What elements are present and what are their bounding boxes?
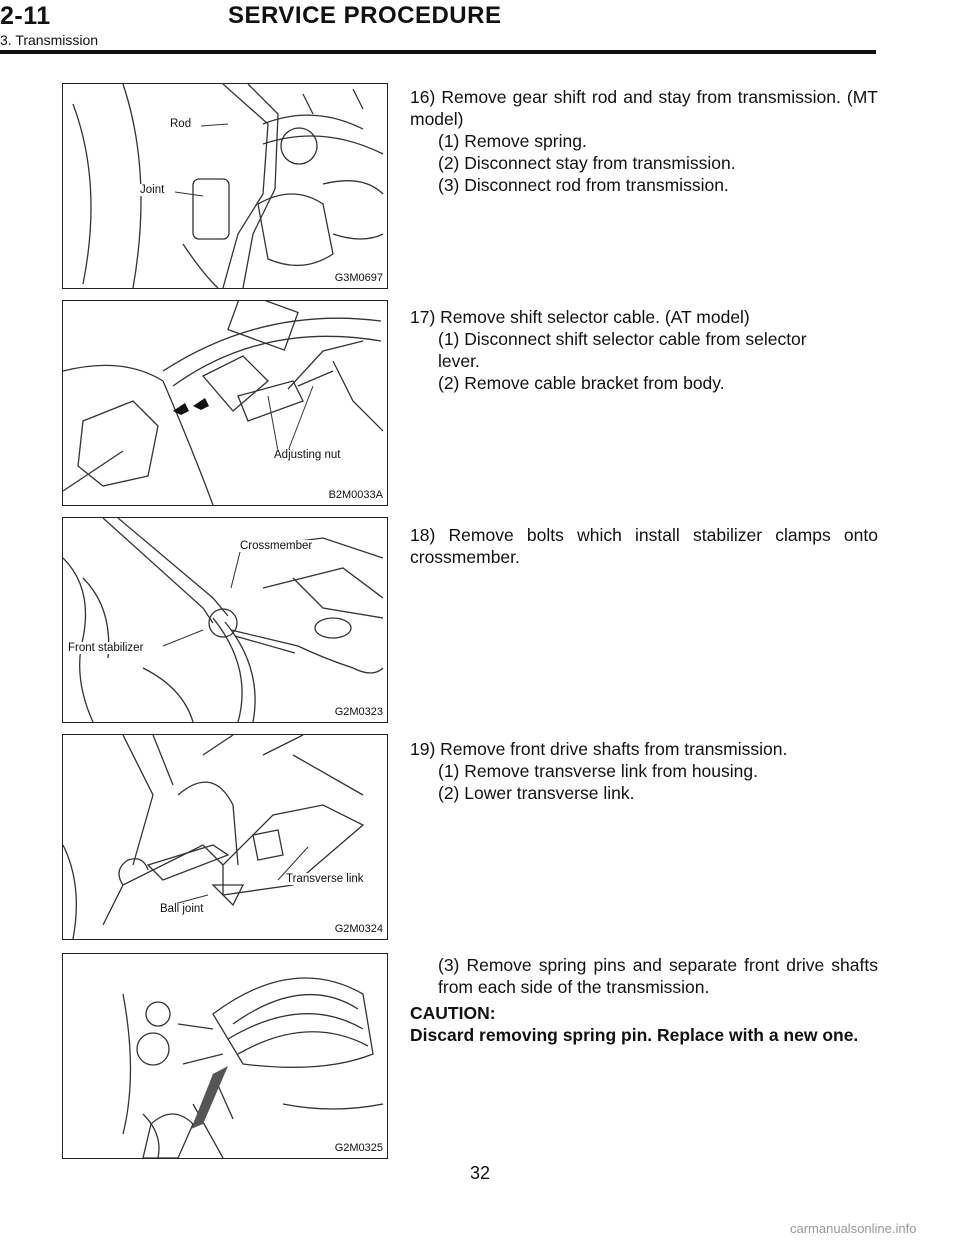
callout-rod: Rod: [170, 118, 192, 130]
figure-stabilizer: [62, 517, 388, 723]
figure-transverse-link: [62, 734, 388, 940]
callout-front-stabilizer: Front stabilizer: [68, 642, 144, 654]
step-18: [410, 524, 878, 568]
figure-gear-shift-rod: [62, 83, 388, 289]
step-16-sub-2: (2) Disconnect stay from transmission.: [438, 153, 736, 173]
figure-spring-pin: [62, 953, 388, 1159]
figure-code: B2M0033A: [328, 489, 383, 501]
figure-code: G2M0325: [334, 1142, 383, 1154]
gear-shift-illustration: [63, 84, 387, 288]
callout-joint: Joint: [140, 184, 165, 196]
step-16-main: 16) Remove gear shift rod and stay from transmission. (MT model): [410, 87, 878, 129]
stabilizer-illustration: [63, 518, 387, 722]
step-17-main: 17) Remove shift selector cable. (AT model): [410, 307, 750, 327]
caution-body: Discard removing spring pin. Replace with a new one.: [410, 1025, 859, 1045]
selector-cable-illustration: [63, 301, 387, 505]
step-17-sub-1: (1) Disconnect shift selector cable from selector lever.: [438, 329, 807, 371]
spring-pin-illustration: [63, 954, 387, 1158]
step-16-sub-1: (1) Remove spring.: [438, 131, 587, 151]
step-19-sub-3: (3) Remove spring pins and separate front drive shafts from each side of the transmission.: [438, 955, 878, 997]
callout-adjusting-nut: Adjusting nut: [274, 449, 341, 461]
figure-code: G2M0324: [334, 923, 383, 935]
transverse-link-illustration: [63, 735, 387, 939]
header-rule: [0, 50, 876, 54]
step-16-sub-3: (3) Disconnect rod from transmission.: [438, 175, 729, 195]
step-19-sub-2: (2) Lower transverse link.: [438, 783, 635, 803]
figure-code: G3M0697: [334, 272, 383, 284]
step-19-main: 19) Remove front drive shafts from transmission.: [410, 739, 788, 759]
watermark: carmanualsonline.info: [790, 1221, 917, 1236]
page-number: 32: [469, 1163, 491, 1183]
callout-crossmember: Crossmember: [240, 540, 313, 552]
step-19-sub-1: (1) Remove transverse link from housing.: [438, 761, 758, 781]
step-19-continued: [410, 954, 878, 1046]
step-17-sub-2: (2) Remove cable bracket from body.: [438, 373, 725, 393]
step-19: [410, 738, 878, 804]
figure-code: G2M0323: [334, 706, 383, 718]
callout-ball-joint: Ball joint: [160, 903, 204, 915]
section-subtitle: 3. Transmission: [0, 32, 99, 48]
figure-shift-selector-cable: [62, 300, 388, 506]
step-18-main: 18) Remove bolts which install stabilizer clamps onto crossmember.: [410, 525, 878, 567]
step-16: [410, 86, 878, 196]
section-number: 2-11: [0, 2, 51, 30]
page-title: SERVICE PROCEDURE: [228, 2, 502, 29]
caution-title: CAUTION:: [410, 1003, 496, 1023]
step-17: [410, 306, 878, 394]
callout-transverse-link: Transverse link: [286, 873, 364, 885]
